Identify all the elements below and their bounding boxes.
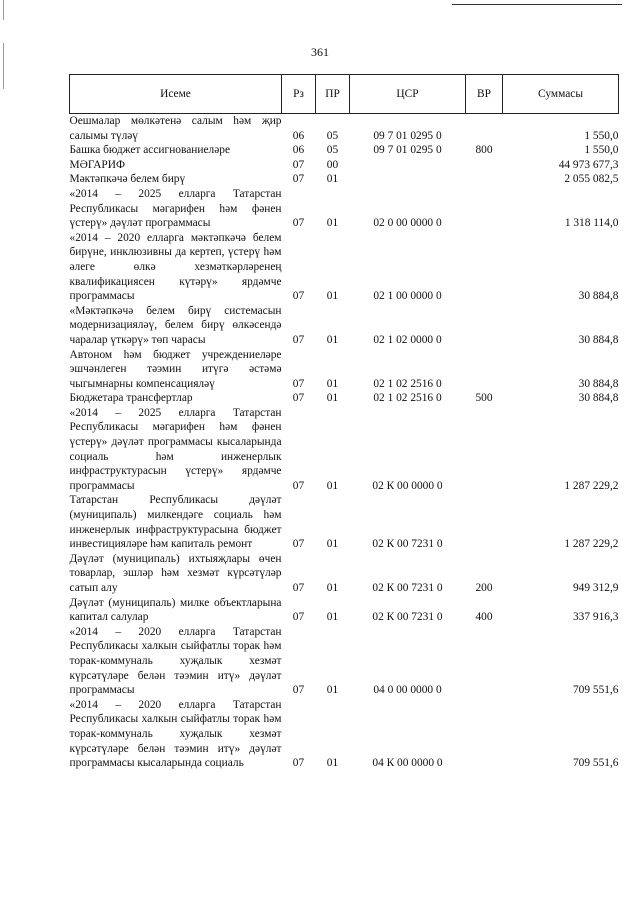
row-pr: 01 <box>326 611 339 624</box>
row-csr: 02 К 00 0000 0 <box>372 479 443 492</box>
row-name: «2014 – 2025 елларга Татарстан Республикасы мәгарифен һәм фәнен үстерү» дәүләт программасы кысаларында социаль һәм инженерлык инфраструктурасын үстерү» ярдәмче программасы <box>69 406 282 492</box>
row-rz: 07 <box>292 377 305 390</box>
margin-mark <box>3 0 4 20</box>
row-csr <box>350 158 466 173</box>
row-csr: 02 0 00 0000 0 <box>373 217 442 230</box>
row-vr <box>466 172 503 187</box>
row-name: «2014 – 2020 елларга мәктәпкәчә белем бирүне, инклюзивны да кертеп, үстерү һәм әлеге өлкә хезмәткәрләренең квалификациясен күтәрү» ярдәмче программасы <box>69 231 282 303</box>
row-rz: 07 <box>292 611 305 624</box>
table-row <box>70 172 619 187</box>
row-pr: 01 <box>326 582 339 594</box>
row-pr: 01 <box>326 173 339 186</box>
row-pr: 01 <box>326 333 339 346</box>
row-name: Дәүләт (муниципаль) ихтыяҗлары өчен товарлар, эшләр һәм хезмәт күрсәтүләр сатып алу <box>69 552 282 594</box>
row-vr: 500 <box>475 392 493 405</box>
row-rz: 07 <box>292 684 305 697</box>
row-name: Бюджетара трансфертлар <box>69 392 193 405</box>
row-name: Автоном һәм бюджет учреждениеләре эшчәнлеген тәэмин итүгә әстәмә чыгымнарны компенсацияләү <box>69 348 282 390</box>
table-row <box>70 493 619 551</box>
row-csr: 02 К 00 7231 0 <box>372 611 443 624</box>
row-amount: 949 312,9 <box>572 582 619 594</box>
row-rz: 07 <box>292 217 305 230</box>
row-pr: 00 <box>326 158 339 171</box>
column-header-rz: Рз <box>282 75 316 114</box>
row-name: Башка бюджет ассигнованиеләре <box>69 144 231 157</box>
row-pr: 05 <box>326 144 339 157</box>
row-amount: 1 287 229,2 <box>564 479 619 492</box>
row-csr: 09 7 01 0295 0 <box>373 144 442 157</box>
table-row <box>70 143 619 158</box>
row-name: «Мәктәпкәчә белем бирү системасын модернизацияләү, белем бирү өлкәсендә чаралар үткәрү» төп чарасы <box>69 304 282 346</box>
row-pr: 05 <box>326 129 339 142</box>
column-header-csr: ЦСР <box>350 75 466 114</box>
row-amount: 337 916,3 <box>572 611 619 624</box>
table-row <box>70 625 619 698</box>
row-amount: 30 884,8 <box>578 392 619 405</box>
row-vr <box>466 187 503 231</box>
page-number: 361 <box>311 45 329 59</box>
row-rz: 07 <box>292 538 305 551</box>
top-rule <box>452 4 622 5</box>
table-row <box>70 698 619 771</box>
row-rz: 06 <box>292 144 305 157</box>
row-vr <box>466 348 503 392</box>
row-vr <box>466 625 503 698</box>
row-vr <box>466 114 503 144</box>
row-name: «2014 – 2020 елларга Татарстан Республикасы халкын сыйфатлы торак һәм торак-коммуналь хуҗалык хезмәт күрсәтүләре белән тәэмин итү» дәүләт программасы кысаларында социаль <box>69 698 282 770</box>
row-csr: 02 1 02 2516 0 <box>373 392 442 405</box>
row-vr: 400 <box>475 611 493 624</box>
row-rz: 07 <box>292 333 305 346</box>
row-amount: 44 973 677,3 <box>558 158 619 171</box>
row-amount: 30 884,8 <box>578 377 619 390</box>
row-csr: 02 1 02 2516 0 <box>373 377 442 390</box>
row-pr: 01 <box>326 290 339 303</box>
row-vr: 200 <box>475 582 493 594</box>
column-header-vr: ВР <box>466 75 503 114</box>
row-rz: 07 <box>292 757 305 770</box>
row-pr: 01 <box>326 538 339 551</box>
table-row <box>70 158 619 173</box>
row-rz: 06 <box>292 129 305 142</box>
row-amount: 709 551,6 <box>572 684 619 697</box>
row-name: Татарстан Республикасы дәүләт (муниципаль) милкендәге социаль һәм инженерлык инфраструктурасына бюджет инвестицияләре һәм капиталь ремонт <box>69 494 282 551</box>
row-amount: 30 884,8 <box>578 290 619 303</box>
row-rz: 07 <box>292 479 305 492</box>
row-csr: 09 7 01 0295 0 <box>373 129 442 142</box>
table-row <box>70 348 619 392</box>
row-amount: 709 551,6 <box>572 757 619 770</box>
row-csr: 02 К 00 7231 0 <box>372 538 443 551</box>
row-vr: 800 <box>475 144 493 157</box>
row-pr: 01 <box>326 479 339 492</box>
row-vr <box>466 158 503 173</box>
row-pr: 01 <box>326 217 339 230</box>
row-rz: 07 <box>292 582 305 594</box>
row-csr: 02 К 00 7231 0 <box>372 582 443 594</box>
row-csr: 02 1 02 0000 0 <box>373 333 442 346</box>
row-rz: 07 <box>292 158 305 171</box>
row-name: Мәктәпкәчә белем бирү <box>69 173 186 186</box>
row-name: «2014 – 2025 елларга Татарстан Республикасы мәгарифен һәм фәнен үстерү» дәүләт программасы <box>69 187 282 230</box>
row-name: Дәүләт (муниципаль) милке объектларына капитал салулар <box>69 596 282 624</box>
table-header-row <box>70 75 619 114</box>
row-amount: 1 287 229,2 <box>564 538 619 551</box>
row-pr: 01 <box>326 392 339 405</box>
row-rz: 07 <box>292 173 305 186</box>
row-vr <box>466 493 503 551</box>
column-header-pr: ПР <box>316 75 350 114</box>
row-vr <box>466 304 503 348</box>
table-row <box>70 231 619 304</box>
row-pr: 01 <box>326 757 339 770</box>
row-rz: 07 <box>292 290 305 303</box>
row-rz: 07 <box>292 392 305 405</box>
row-csr <box>350 172 466 187</box>
column-header-amount: Суммасы <box>503 75 619 114</box>
table-row <box>70 391 619 406</box>
row-name: Оешмалар мөлкәтенә салым һәм җир салымы түләү <box>69 115 282 142</box>
row-name: «2014 – 2020 елларга Татарстан Республикасы халкын сыйфатлы торак һәм торак-коммуналь хуҗалык хезмәт күрсәтүләре белән тәэмин итү» дәүләт программасы <box>69 625 282 697</box>
row-amount: 1 550,0 <box>584 144 619 157</box>
row-amount: 30 884,8 <box>578 333 619 346</box>
table-row <box>70 187 619 231</box>
column-header-name: Исеме <box>70 75 282 114</box>
budget-table <box>69 74 619 771</box>
row-pr: 01 <box>326 377 339 390</box>
row-amount: 1 550,0 <box>584 129 619 142</box>
row-amount: 2 055 082,5 <box>564 173 619 186</box>
table-row <box>70 596 619 625</box>
row-pr: 01 <box>326 684 339 697</box>
table-row <box>70 304 619 348</box>
row-amount: 1 318 114,0 <box>564 217 619 230</box>
row-csr: 04 К 00 0000 0 <box>372 757 443 770</box>
row-csr: 02 1 00 0000 0 <box>373 290 442 303</box>
table-row <box>70 552 619 596</box>
row-name: МӘГАРИФ <box>69 158 125 171</box>
row-csr: 04 0 00 0000 0 <box>373 684 442 697</box>
table-row <box>70 114 619 144</box>
table-row <box>70 406 619 494</box>
row-vr <box>466 698 503 771</box>
row-vr <box>466 231 503 304</box>
row-vr <box>466 406 503 494</box>
